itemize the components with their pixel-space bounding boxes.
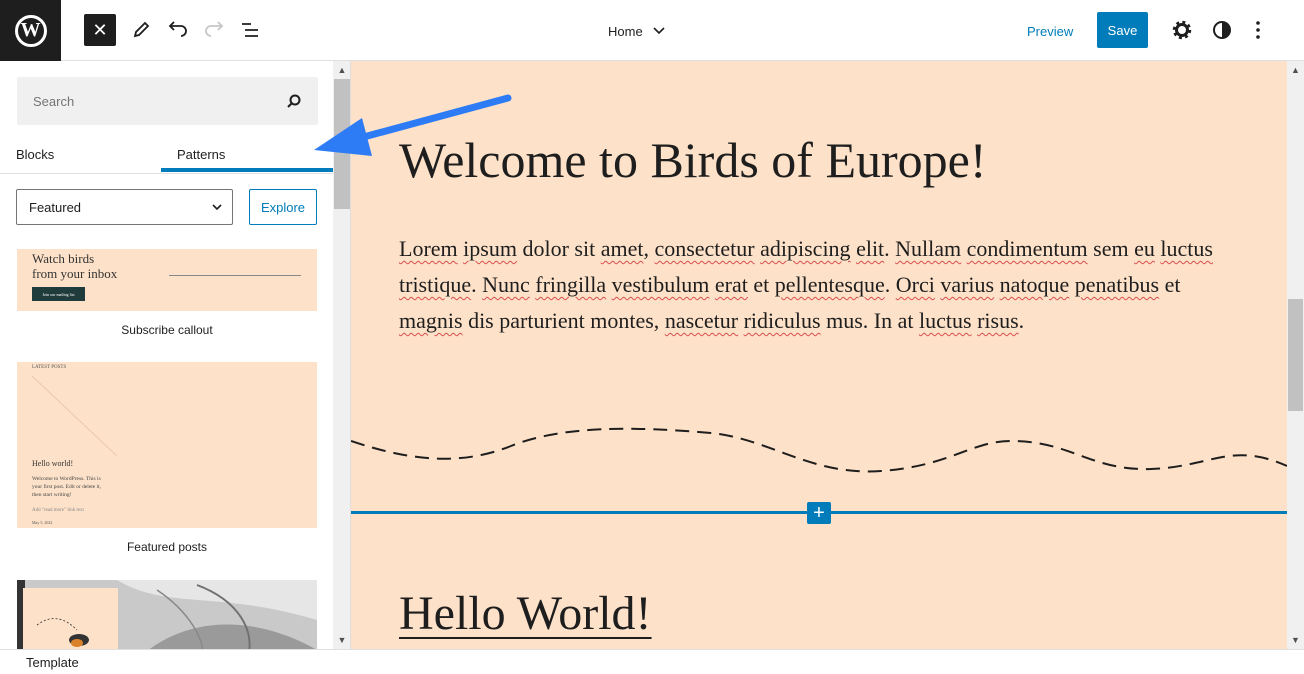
preview-button[interactable]: Preview [1027, 23, 1074, 39]
misspelled-word: luctus [1160, 236, 1213, 261]
misspelled-word: elit [856, 236, 885, 261]
misspelled-word: Orci [895, 272, 935, 297]
misspelled-word: condimentum [966, 236, 1088, 261]
document-title-dropdown[interactable] [608, 18, 665, 44]
misspelled-word: luctus [919, 308, 972, 333]
paragraph-text: dolor sit [516, 236, 601, 261]
misspelled-word: amet [600, 236, 644, 261]
search-input[interactable] [17, 77, 318, 125]
chevron-down-icon [653, 27, 665, 35]
editor-footer [0, 649, 1304, 674]
redo-button[interactable] [198, 14, 230, 46]
scroll-down-arrow-icon[interactable]: ▼ [1291, 635, 1300, 645]
options-button[interactable] [1242, 14, 1274, 46]
misspelled-word: risus [977, 308, 1019, 333]
intro-paragraph[interactable] [399, 231, 1239, 339]
misspelled-word: erat [714, 272, 748, 297]
category-value: Featured [29, 199, 82, 215]
paragraph-text: , [643, 236, 655, 261]
wordpress-logo-button[interactable] [0, 0, 61, 61]
active-tab-indicator [161, 168, 333, 172]
thumb-button: Join our mailing list [32, 287, 85, 301]
chevron-down-icon [212, 204, 222, 211]
paragraph-text: mus. In at [820, 308, 919, 333]
explore-button[interactable]: Explore [249, 189, 317, 225]
scrollbar-thumb[interactable] [1288, 299, 1303, 411]
paragraph-text: dis parturient montes, [462, 308, 665, 333]
thumb-title-line: Watch birds [32, 251, 95, 266]
undo-button[interactable] [162, 14, 194, 46]
annotation-arrow [300, 90, 520, 165]
paragraph-text: . [884, 272, 896, 297]
thumb-title-line: from your inbox [32, 266, 118, 281]
tab-patterns[interactable]: Patterns [177, 146, 226, 162]
tab-blocks[interactable]: Blocks [16, 146, 55, 162]
thumb-post-title: Hello world! [32, 459, 74, 468]
bird-illustration-image [17, 580, 317, 649]
breadcrumb[interactable]: Template [26, 654, 79, 670]
pattern-category-select[interactable] [16, 189, 233, 225]
pattern-preview-subscribe-callout[interactable] [17, 249, 317, 311]
paragraph-text: et [747, 272, 775, 297]
editor-header [0, 0, 1304, 61]
misspelled-word: pellentesque [774, 272, 885, 297]
tools-button[interactable] [125, 14, 157, 46]
search-placeholder: Search [33, 93, 75, 109]
paragraph-text: . [1018, 308, 1025, 333]
redo-icon [203, 20, 225, 40]
misspelled-word: Lorem [399, 236, 458, 261]
gear-icon [1172, 20, 1192, 40]
close-inserter-button[interactable] [84, 14, 116, 46]
scroll-up-arrow-icon[interactable]: ▲ [1291, 65, 1300, 75]
misspelled-word: eu [1134, 236, 1155, 261]
wordpress-icon: W [15, 15, 47, 47]
inserter-panel [0, 61, 333, 649]
misspelled-word: Nullam [895, 236, 962, 261]
thumb-heading: LATEST POSTS [32, 365, 67, 370]
misspelled-word: fringilla [535, 272, 607, 297]
paragraph-text: et [1159, 272, 1181, 297]
misspelled-word: adipiscing [760, 236, 851, 261]
thumb-excerpt-line: then start writing! [32, 492, 72, 498]
thumb-date: May 5, 2022 [32, 520, 53, 525]
pencil-icon [131, 20, 151, 40]
close-icon: ✕ [92, 19, 108, 40]
pattern-preview-featured-posts[interactable] [17, 362, 317, 528]
misspelled-word: ridiculus [743, 308, 821, 333]
document-title: Home [608, 23, 643, 39]
list-view-button[interactable] [234, 14, 266, 46]
plus-icon: + [813, 502, 825, 524]
scroll-up-arrow-icon[interactable]: ▲ [337, 65, 347, 75]
thumb-divider [169, 275, 301, 276]
save-button[interactable]: Save [1097, 12, 1148, 48]
post-title-heading[interactable]: Hello World! [399, 587, 652, 640]
pattern-label: Featured posts [126, 540, 208, 554]
paragraph-text: . [884, 236, 896, 261]
half-circle-icon [1212, 20, 1232, 40]
settings-button[interactable] [1166, 14, 1198, 46]
pattern-label: Subscribe callout [121, 323, 213, 337]
misspelled-word: nascetur [664, 308, 739, 333]
paragraph-text: sem [1087, 236, 1135, 261]
scroll-down-arrow-icon[interactable]: ▼ [337, 635, 347, 645]
undo-icon [167, 20, 189, 40]
thumb-image-placeholder [32, 376, 117, 456]
page-heading[interactable]: Welcome to Birds of Europe! [399, 132, 987, 188]
add-block-button[interactable] [807, 502, 831, 524]
pattern-preview-bird-image[interactable] [17, 580, 317, 649]
misspelled-word: vestibulum [611, 272, 710, 297]
misspelled-word: penatibus [1074, 272, 1160, 297]
thumb-read-more: Add "read more" link text [32, 508, 84, 513]
misspelled-word: natoque [999, 272, 1070, 297]
misspelled-word: tristique [399, 272, 472, 297]
thumb-excerpt-line: your first post. Edit or delete it, [32, 484, 102, 490]
wave-separator [351, 421, 1287, 481]
misspelled-word: magnis [399, 308, 463, 333]
misspelled-word: varius [940, 272, 995, 297]
more-vertical-icon [1255, 20, 1261, 40]
paragraph-text: . [471, 272, 483, 297]
styles-button[interactable] [1206, 14, 1238, 46]
thumb-excerpt-line: Welcome to WordPress. This is [32, 476, 101, 482]
misspelled-word: ipsum [463, 236, 517, 261]
canvas-scrollbar[interactable] [1287, 61, 1304, 649]
misspelled-word: consectetur [654, 236, 755, 261]
list-view-icon [239, 20, 261, 40]
misspelled-word: Nunc [482, 272, 530, 297]
